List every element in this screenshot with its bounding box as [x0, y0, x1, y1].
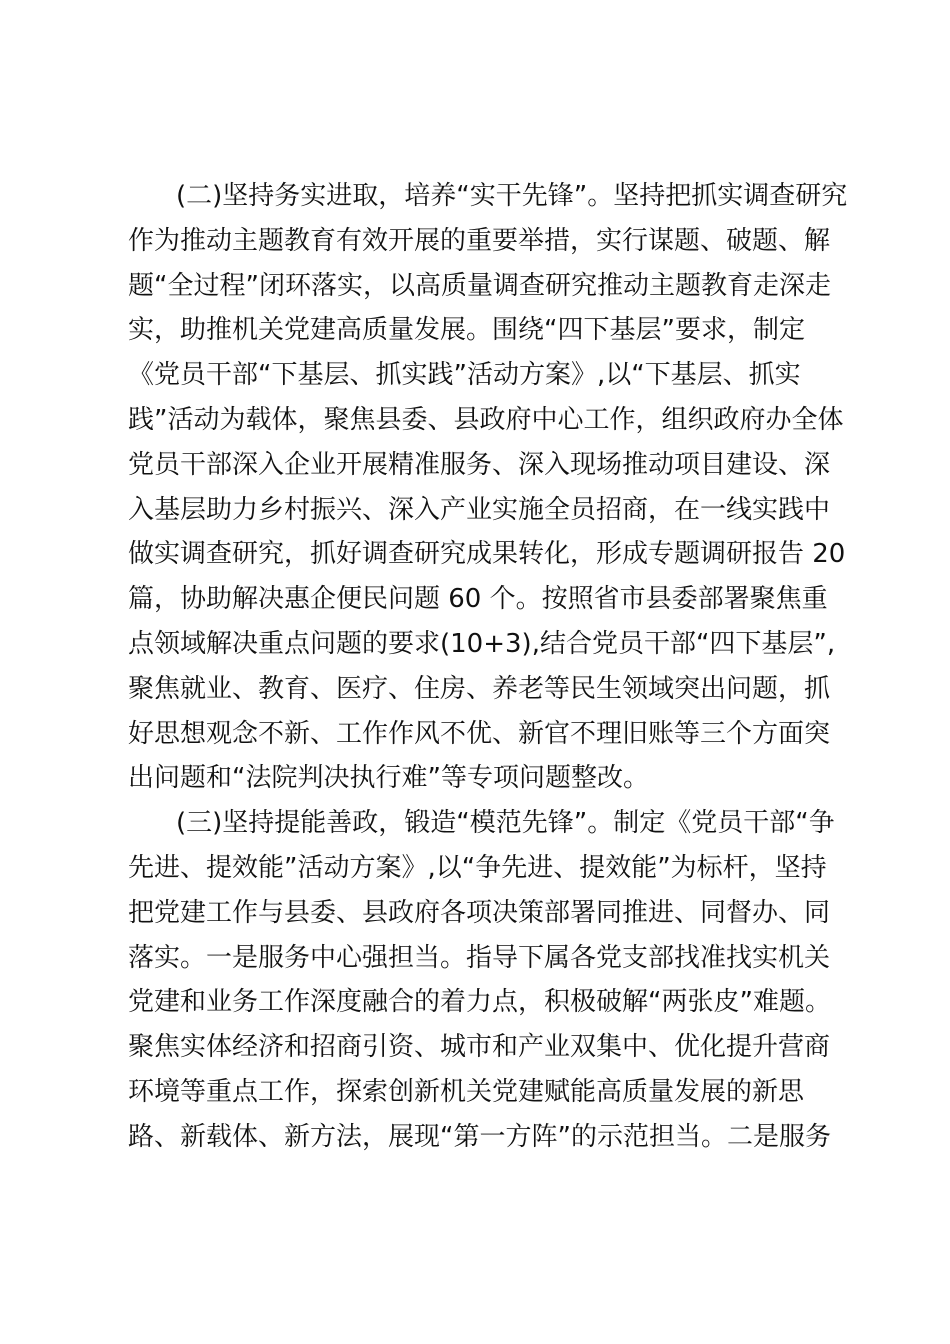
body-text	[128, 174, 848, 1160]
text-line: (三)坚持提能善政，锻造“模范先锋”。制定《党员干部“争	[176, 808, 835, 839]
text-line: 入基层助力乡村振兴、深入产业实施全员招商，在一线实践中	[128, 494, 831, 525]
text-line: 点领域解决重点问题的要求(10+3),结合党员干部“四下基层”,	[128, 628, 836, 659]
text-line: 路、新载体、新方法，展现“第一方阵”的示范担当。二是服务	[128, 1121, 831, 1152]
text-line: 聚焦就业、教育、医疗、住房、养老等民生领域突出问题，抓	[128, 673, 831, 704]
text-line: 做实调查研究，抓好调查研究成果转化，形成专题调研报告 20	[128, 539, 846, 570]
text-line: 党员干部深入企业开展精准服务、深入现场推动项目建设、深	[128, 449, 831, 480]
text-line: 落实。一是服务中心强担当。指导下属各党支部找准找实机关	[128, 942, 831, 973]
text-line: 出问题和“法院判决执行难”等专项问题整改。	[128, 763, 649, 794]
text-line: 聚焦实体经济和招商引资、城市和产业双集中、优化提升营商	[128, 1032, 831, 1063]
paragraph-section-3	[128, 801, 835, 1159]
text-line: 环境等重点工作，探索创新机关党建赋能高质量发展的新思	[128, 1076, 805, 1107]
text-line: 践”活动为载体，聚焦县委、县政府中心工作，组织政府办全体	[128, 404, 844, 435]
text-line: 把党建工作与县委、县政府各项决策部署同推进、同督办、同	[128, 897, 831, 928]
text-line: 题“全过程”闭环落实，以高质量调查研究推动主题教育走深走	[128, 270, 831, 301]
text-line: 先进、提效能”活动方案》,以“争先进、提效能”为标杆，坚持	[128, 852, 827, 883]
text-line: (二)坚持务实进取，培养“实干先锋”。坚持把抓实调查研究	[176, 181, 848, 211]
text-line: 《党员干部“下基层、抓实践”活动方案》,以“下基层、抓实	[128, 360, 801, 391]
paragraph-section-2	[128, 174, 848, 801]
text-line: 好思想观念不新、工作作风不优、新官不理旧账等三个方面突	[128, 718, 831, 749]
text-line: 作为推动主题教育有效开展的重要举措，实行谋题、破题、解	[128, 225, 831, 256]
text-line: 实，助推机关党建高质量发展。围绕“四下基层”要求，制定	[128, 315, 805, 346]
text-line: 篇，协助解决惠企便民问题 60 个。按照省市县委部署聚焦重	[128, 584, 828, 615]
text-line: 党建和业务工作深度融合的着力点，积极破解“两张皮”难题。	[128, 987, 831, 1018]
